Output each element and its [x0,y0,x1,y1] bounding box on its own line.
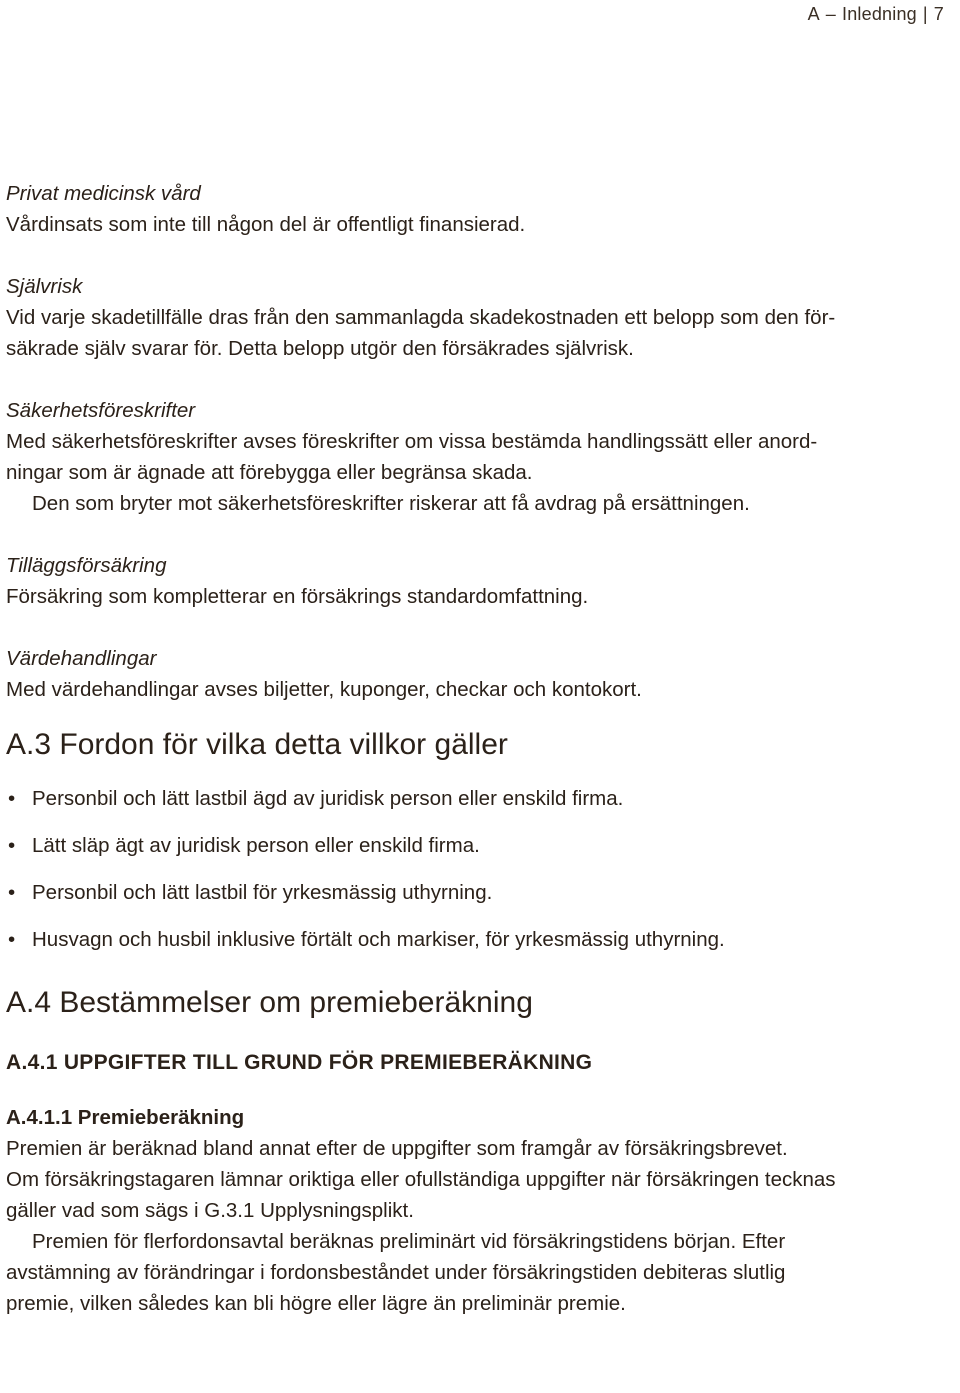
bullet-icon: • [8,834,16,857]
page-content [6,178,952,1319]
definition-tillaggsforsakring [6,550,952,612]
header-bar: | [922,4,928,24]
definition-text: Vid varje skadetillfälle dras från den sammanlagda skadekostnaden ett belopp som den för- [6,306,836,329]
definition-term: Självrisk [6,275,83,298]
list-item-text: Lätt släp ägt av juridisk person eller enskild firma. [32,834,480,857]
definition-text: Vårdinsats som inte till någon del är offentligt finansierad. [6,213,526,236]
definition-text: säkrade själv svarar för. Detta belopp utgör den försäkrades självrisk. [6,337,634,360]
bullet-icon: • [8,787,16,810]
page-number: 7 [933,4,944,24]
list-item [6,877,952,908]
bullet-icon: • [8,928,16,951]
paragraph-line: premie, vilken således kan bli högre eller lägre än preliminär premie. [6,1292,626,1315]
running-header [808,4,944,25]
definition-term: Privat medicinsk vård [6,182,201,205]
paragraph-line: Premien är beräknad bland annat efter de uppgifter som framgår av försäkringsbrevet. [6,1137,788,1160]
paragraph-line: gäller vad som sägs i G.3.1 Upplysningsplikt. [6,1199,414,1222]
list-item [6,830,952,861]
paragraph-line: Premien för flerfordonsavtal beräknas preliminärt vid försäkringstidens början. Efter [32,1230,786,1253]
subsection-heading-a41: A.4.1 UPPGIFTER TILL GRUND FÖR PREMIEBERÄKNING [6,1051,593,1074]
definition-term: Tilläggsförsäkring [6,554,167,577]
list-item [6,783,952,814]
subsubsection-heading-a411: A.4.1.1 Premieberäkning [6,1106,245,1129]
section-heading-a3: A.3 Fordon för vilka detta villkor gäller [6,728,508,761]
definition-term: Säkerhetsföreskrifter [6,399,196,422]
vehicle-list [6,783,952,955]
section-heading-a4: A.4 Bestämmelser om premieberäkning [6,986,533,1019]
definition-text: ningar som är ägnade att förebygga eller begränsa skada. [6,461,533,484]
definition-text: Med säkerhetsföreskrifter avses föreskrifter om vissa bestämda handlingssätt eller anord- [6,430,818,453]
paragraph-line: avstämning av förändringar i fordonsbeståndet under försäkringstiden debiteras slutlig [6,1261,786,1284]
definition-text: Den som bryter mot säkerhetsföreskrifter riskerar att få avdrag på ersättningen. [32,492,750,515]
definition-sjalvrisk [6,271,952,364]
definition-term: Värdehandlingar [6,647,157,670]
list-item-text: Husvagn och husbil inklusive förtält och markiser, för yrkesmässig uthyrning. [32,928,725,951]
list-item [6,924,952,955]
definition-privat-medicinsk-vard [6,178,952,240]
list-item-text: Personbil och lätt lastbil ägd av juridisk person eller enskild firma. [32,787,624,810]
definition-text: Försäkring som kompletterar en försäkrings standardomfattning. [6,585,589,608]
bullet-icon: • [8,881,16,904]
definition-text: Med värdehandlingar avses biljetter, kuponger, checkar och kontokort. [6,678,642,701]
paragraph-line: Om försäkringstagaren lämnar oriktiga eller ofullständiga uppgifter när försäkringen tecknas [6,1168,836,1191]
header-section: A [807,4,820,24]
definition-vardehandlingar [6,643,952,705]
list-item-text: Personbil och lätt lastbil för yrkesmässig uthyrning. [32,881,493,904]
definition-sakerhetsforeskrifter [6,395,952,519]
header-dash: – [825,4,837,24]
header-title: Inledning [842,4,917,24]
